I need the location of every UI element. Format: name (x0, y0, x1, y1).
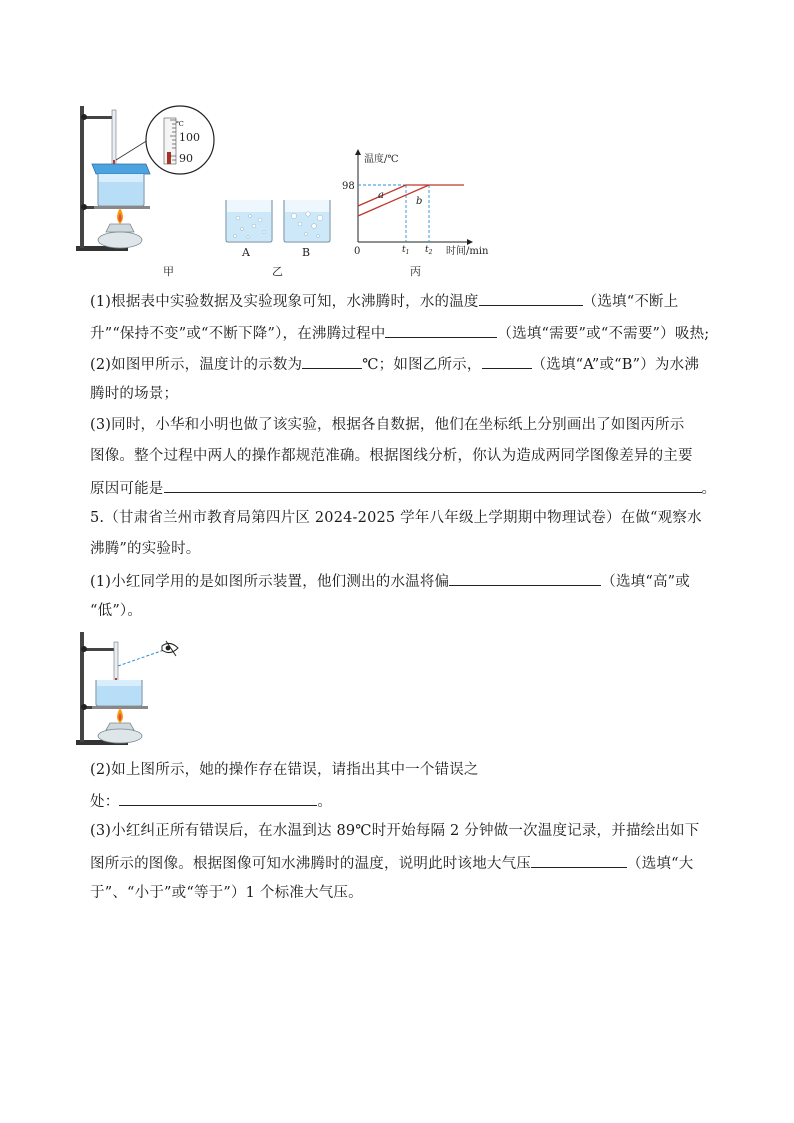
p5-q2-line-2: 处： 。 (90, 790, 332, 812)
p5-line-2: 沸腾”的实验时。 (90, 541, 201, 557)
q3-line-1: (3)同时，小华和小明也做了该实验，根据各自数据，他们在坐标纸上分别画出了如图丙所示 (90, 417, 685, 433)
graph-line-a-label: a (378, 190, 384, 201)
svg-text:t2 (425, 245, 433, 256)
graph-line-b-label: b (416, 196, 423, 207)
magnifier-unit: ℃ (176, 120, 184, 128)
p5-line-1: 5.（甘肃省兰州市教育局第四片区 2024-2025 学年八年级上学期期中物理试卷）在做“观察水 (90, 510, 702, 526)
p5-q3-line-2: 图所示的图像。根据图像可知水沸腾时的温度，说明此时该地大气压 （选填“大 (90, 852, 693, 874)
p5-q3-line-3: 于”、“小于”或“等于”）1 个标准大气压。 (90, 885, 363, 901)
graph-t2-sub: 2 (428, 249, 433, 256)
magnifier-lower-tick: 90 (179, 152, 193, 165)
q2-blank-reading[interactable] (302, 353, 362, 369)
graph-bing-figure (336, 146, 506, 258)
q3-blank-reason[interactable] (164, 477, 702, 493)
apparatus-jia-figure (70, 100, 220, 260)
q3-line-3: 原因可能是 。 (90, 477, 716, 499)
p5-q1-line-2: “低”）。 (90, 603, 143, 619)
graph-t1-sub: 1 (405, 249, 410, 256)
q3-line-2: 图像。整个过程中两人的操作都规范准确。根据图线分析，你认为造成两同学图像差异的主要 (90, 448, 693, 464)
q2-line-2: 腾时的场景； (90, 386, 179, 402)
q2-line-1: (2)如图甲所示，温度计的示数为 ℃；如图乙所示， （选填“A”或“B”）为水沸 (90, 353, 699, 375)
graph-y-tick-98: 98 (342, 181, 355, 192)
p5-q1-blank[interactable] (449, 570, 601, 586)
graph-t2-label: t (425, 245, 429, 255)
magnifier-upper-tick: 100 (179, 131, 200, 144)
beakers-yi-figure (220, 196, 340, 260)
p5-q3-line-1: (3)小红纠正所有错误后，在水温到达 89℃时开始每隔 2 分钟做一次温度记录，并描绘出如下 (90, 823, 700, 839)
eye-icon (162, 641, 178, 656)
p5-q1-line-1: (1)小红同学用的是如图所示装置，他们测出的水温将偏 （选填“高”或 (90, 570, 690, 592)
beaker-label-b: B (302, 246, 311, 259)
svg-text:t1 (402, 245, 409, 256)
graph-x-axis-label: 时间/min (446, 246, 489, 257)
p5-q3-blank[interactable] (531, 852, 627, 868)
apparatus-eye-figure (70, 628, 190, 748)
q2-blank-scene[interactable] (482, 353, 532, 369)
p5-q2-blank[interactable] (119, 790, 317, 806)
caption-bing: 丙 (410, 265, 421, 278)
p5-q2-line-1: (2)如上图所示，她的操作存在错误，请指出其中一个错误之 (90, 762, 479, 778)
graph-t1-label: t (402, 245, 406, 255)
beaker-label-a: A (242, 246, 250, 259)
q1-blank-heat[interactable] (385, 322, 497, 338)
caption-yi: 乙 (272, 265, 283, 278)
graph-origin: 0 (354, 246, 361, 257)
graph-y-axis-label: 温度/℃ (364, 154, 399, 165)
q1-line-2: 升”“保持不变”或“不断下降”），在沸腾过程中 （选填“需要”或“不需要”）吸热; (90, 322, 709, 344)
caption-jia: 甲 (163, 265, 174, 278)
q1-line-1: (1)根据表中实验数据及实验现象可知，水沸腾时，水的温度 （选填“不断上 (90, 290, 678, 312)
q1-blank-temperature[interactable] (479, 290, 583, 306)
